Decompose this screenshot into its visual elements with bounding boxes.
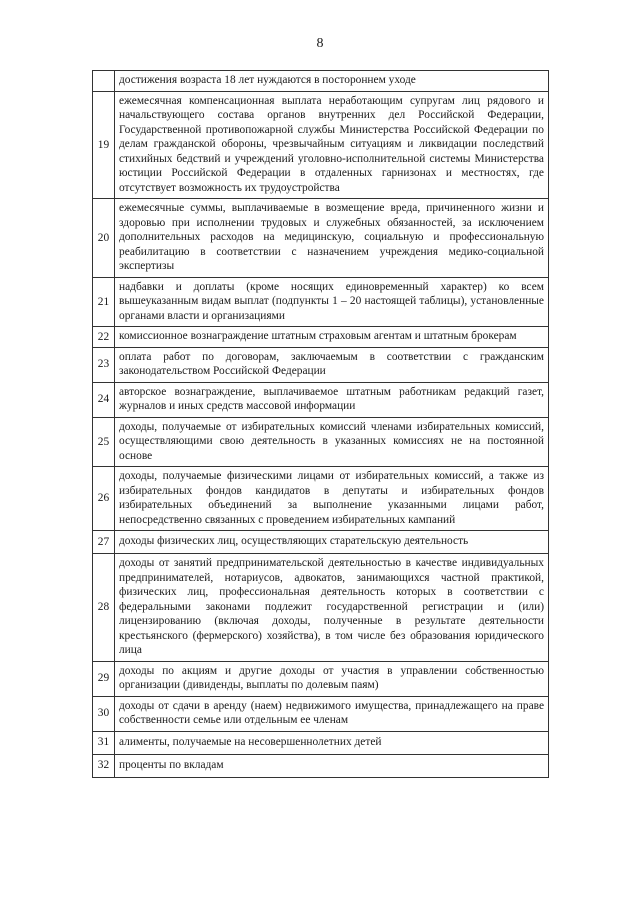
row-text: комиссионное вознаграждение штатным страховым агентам и штатным брокерам bbox=[115, 327, 549, 348]
row-number: 24 bbox=[93, 382, 115, 417]
table-row bbox=[93, 467, 549, 531]
row-number: 29 bbox=[93, 661, 115, 696]
table-row bbox=[93, 199, 549, 278]
table-row bbox=[93, 327, 549, 348]
row-text: доходы, получаемые физическими лицами от избирательных комиссий, а также из избирательных фондов кандидатов в депутаты и избирательных фондов избирательных объединений за выполнение указанными лицами работ, непосредственно связанных с проведением избирательных кампаний bbox=[115, 467, 549, 531]
row-text: доходы от сдачи в аренду (наем) недвижимого имущества, принадлежащего на праве собственности семье или отдельным ее членам bbox=[115, 696, 549, 731]
row-number: 21 bbox=[93, 277, 115, 327]
row-text: оплата работ по договорам, заключаемым в соответствии с гражданским законодательством Российской Федерации bbox=[115, 347, 549, 382]
table-row bbox=[93, 417, 549, 467]
row-text: ежемесячная компенсационная выплата неработающим супругам лиц рядового и начальствующего состава органов внутренних дел Российской Федерации, Государственной противопожарной службы Министерства Российской Федерации по делам гражданской обороны, чрезвычайным ситуациям и ликвидации последствий стихийных бедствий и учреждений уголовно-исполнительной системы Министерства юстиции Российской Федерации в отдаленных гарнизонах и местностях, где отсутствует возможность их трудоустройства bbox=[115, 91, 549, 199]
row-number bbox=[93, 71, 115, 92]
table-row bbox=[93, 382, 549, 417]
row-text: доходы по акциям и другие доходы от участия в управлении собственностью организации (дивиденды, выплаты по долевым паям) bbox=[115, 661, 549, 696]
table-row bbox=[93, 754, 549, 777]
table-row bbox=[93, 71, 549, 92]
row-text: надбавки и доплаты (кроме носящих единовременный характер) ко всем вышеуказанным видам выплат (подпункты 1 – 20 настоящей таблицы), установленные органами власти и организациями bbox=[115, 277, 549, 327]
table-row bbox=[93, 91, 549, 199]
row-text: доходы от занятий предпринимательской деятельностью в качестве индивидуальных предпринимателей, нотариусов, адвокатов, занимающихся частной практикой, физических лиц, профессиональная деятельность которых в соответствии с федеральными законами подлежит государственной регистрации и (или) лицензированию (включая доходы, полученные в результате деятельности крестьянского (фермерского) хозяйства), в том числе без образования юридического лица bbox=[115, 554, 549, 662]
row-text: алименты, получаемые на несовершеннолетних детей bbox=[115, 731, 549, 754]
table-row bbox=[93, 731, 549, 754]
row-text: доходы физических лиц, осуществляющих старательскую деятельность bbox=[115, 531, 549, 554]
row-number: 32 bbox=[93, 754, 115, 777]
row-number: 25 bbox=[93, 417, 115, 467]
row-text: проценты по вкладам bbox=[115, 754, 549, 777]
table-row bbox=[93, 554, 549, 662]
row-number: 20 bbox=[93, 199, 115, 278]
row-number: 26 bbox=[93, 467, 115, 531]
row-number: 22 bbox=[93, 327, 115, 348]
row-text: доходы, получаемые от избирательных комиссий членами избирательных комиссий, осуществляющими свою деятельность в указанных комиссиях не на постоянной основе bbox=[115, 417, 549, 467]
row-number: 30 bbox=[93, 696, 115, 731]
table-row bbox=[93, 347, 549, 382]
page-number: 8 bbox=[316, 36, 324, 51]
row-number: 23 bbox=[93, 347, 115, 382]
row-number: 19 bbox=[93, 91, 115, 199]
row-text: авторское вознаграждение, выплачиваемое штатным работникам редакций газет, журналов и иных средств массовой информации bbox=[115, 382, 549, 417]
row-number: 31 bbox=[93, 731, 115, 754]
table-row bbox=[93, 531, 549, 554]
row-text: достижения возраста 18 лет нуждаются в постороннем уходе bbox=[115, 71, 549, 92]
table-row bbox=[93, 661, 549, 696]
row-number: 27 bbox=[93, 531, 115, 554]
income-table bbox=[92, 70, 549, 778]
row-number: 28 bbox=[93, 554, 115, 662]
row-text: ежемесячные суммы, выплачиваемые в возмещение вреда, причиненного жизни и здоровью при исполнении трудовых и служебных обязанностей, за исключением дополнительных расходов на медицинскую, социальную и профессиональную реабилитацию в соответствии с назначением учреждения медико-социальной экспертизы bbox=[115, 199, 549, 278]
table-row bbox=[93, 696, 549, 731]
table-row bbox=[93, 277, 549, 327]
